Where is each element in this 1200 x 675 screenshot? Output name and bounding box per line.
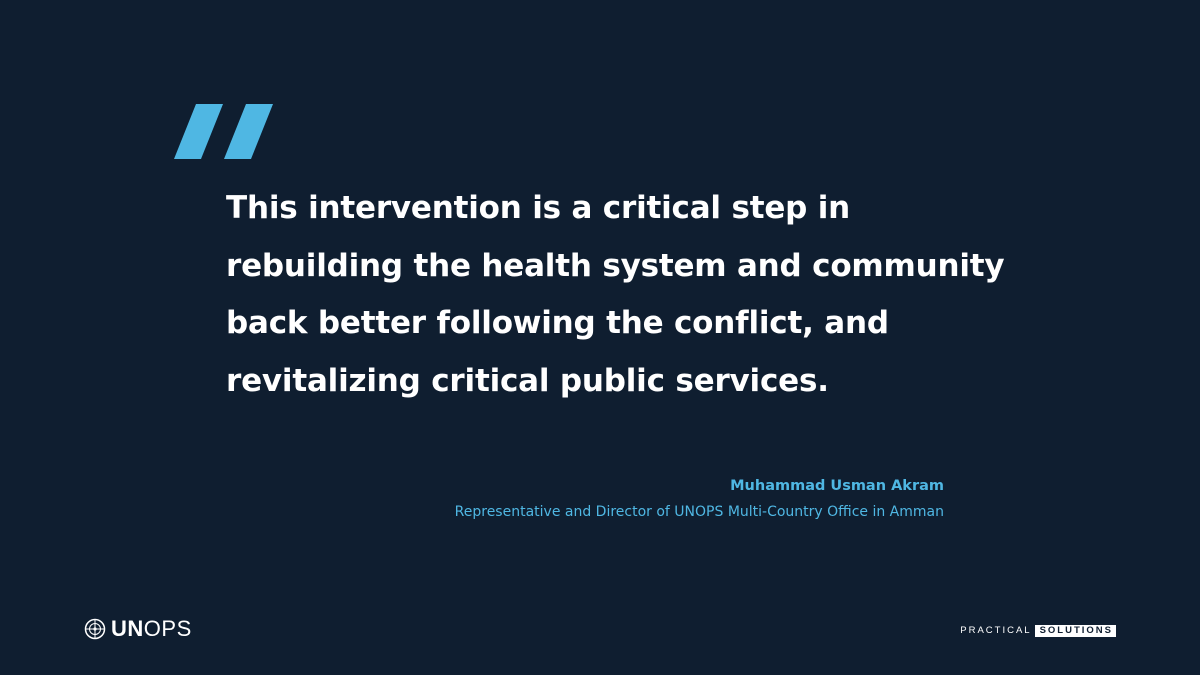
logo-wordmark: UNOPS	[111, 616, 192, 641]
quote-line: rebuilding the health system and community	[226, 247, 1005, 284]
quote-line: This intervention is a critical step in	[226, 190, 851, 226]
quote-line: revitalizing critical public services.	[226, 362, 829, 399]
attribution	[455, 476, 944, 522]
open-quote-icon	[174, 104, 274, 159]
speaker-role: Representative and Director of UNOPS Multi-Country Office in Amman	[454, 504, 944, 520]
quote-line: back better following the conflict, and	[226, 305, 889, 341]
tagline-solutions: SOLUTIONS	[1035, 625, 1116, 637]
tagline	[960, 625, 1116, 637]
tagline-practical: PRACTICAL	[960, 625, 1032, 636]
speaker-name: Muhammad Usman Akram	[730, 478, 944, 494]
unops-logo	[84, 617, 192, 641]
quote-text	[226, 180, 1005, 410]
un-emblem-icon	[84, 618, 106, 640]
